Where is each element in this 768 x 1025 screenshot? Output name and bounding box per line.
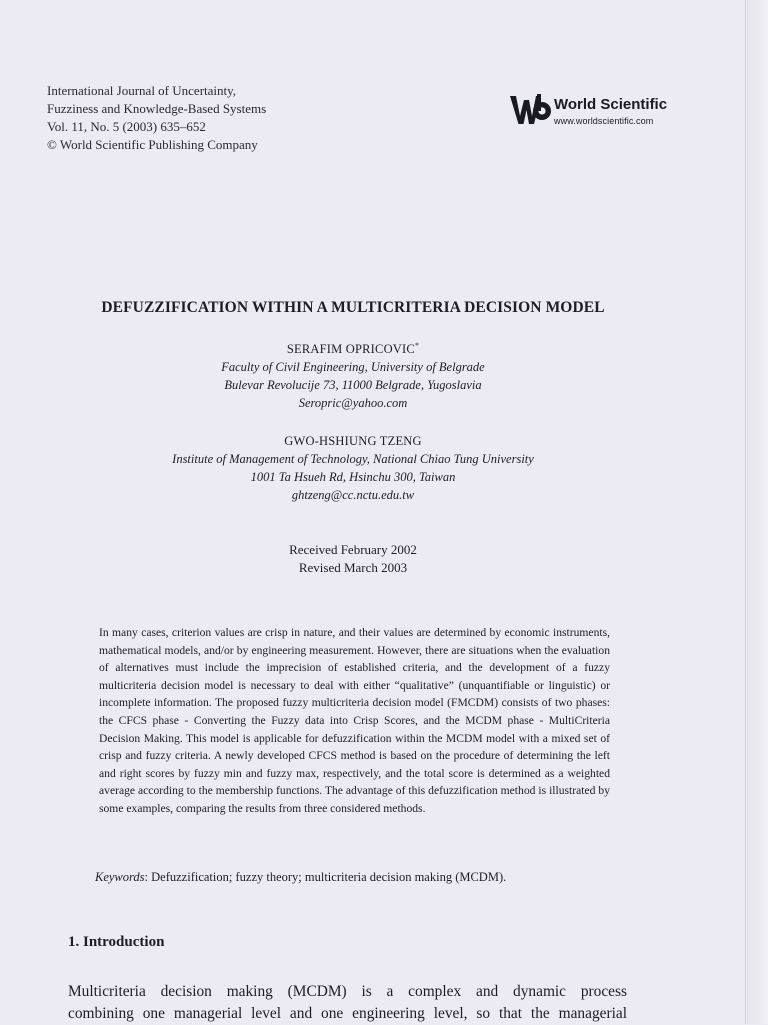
publisher-logo <box>508 90 678 130</box>
paper-title: DEFUZZIFICATION WITHIN A MULTICRITERIA DECISION MODEL <box>101 299 605 316</box>
author-name <box>0 340 706 358</box>
body-line: combining one managerial level and one engineering level, so that the managerial <box>68 1005 627 1022</box>
section-heading: 1. Introduction <box>68 934 165 950</box>
keywords-line <box>95 870 635 885</box>
author-email: ghtzeng@cc.nctu.edu.tw <box>291 488 415 502</box>
dates-block <box>0 541 706 577</box>
author-name: GWO-HSHIUNG TZENG <box>284 434 422 448</box>
publisher-name: World Scientific <box>554 96 668 113</box>
publisher-url: www.worldscientific.com <box>554 116 654 126</box>
journal-name-line2: Fuzziness and Knowledge-Based Systems <box>47 101 267 116</box>
world-scientific-logo-icon <box>508 90 552 128</box>
author-email: Seropric@yahoo.com <box>298 396 408 410</box>
author-address: Bulevar Revolucije 73, 11000 Belgrade, Yugoslavia <box>224 378 482 392</box>
page-edge <box>745 0 768 1024</box>
body-line: Multicriteria decision making (MCDM) is a complex and dynamic process <box>68 983 627 1000</box>
journal-info <box>47 82 266 154</box>
author-name-text: SERAFIM OPRICOVIC <box>286 342 415 356</box>
journal-name-line1: International Journal of Uncertainty, <box>47 83 237 98</box>
received-date: Received February 2002 <box>289 542 417 557</box>
author-affiliation: Faculty of Civil Engineering, University of Belgrade <box>221 360 485 374</box>
author-address: 1001 Ta Hsueh Rd, Hsinchu 300, Taiwan <box>250 470 456 484</box>
author-affiliation: Institute of Management of Technology, National Chiao Tung University <box>172 452 534 466</box>
author-block-2 <box>0 432 706 504</box>
body-paragraph <box>68 981 627 1025</box>
copyright: © World Scientific Publishing Company <box>47 137 258 152</box>
journal-volume: Vol. 11, No. 5 (2003) 635–652 <box>47 119 206 134</box>
abstract-text: In many cases, criterion values are crisp in nature, and their values are determined by economic instruments, mathematical models, and/or by engineering measurement. However, there are situations when the evaluation of alternatives must include the imprecision of established criteria, and the development of a fuzzy multicriteria decision model is necessary to deal with either “qualitative” (unquantifiable or linguistic) or incomplete information. The proposed fuzzy multicriteria decision model (FMCDM) consists of two phases: the CFCS phase - Converting the Fuzzy data into Crisp Scores, and the MCDM phase - MultiCriteria Decision Making. This model is applicable for defuzzification within the MCDM model with a mixed set of crisp and fuzzy criteria. A newly developed CFCS method is based on the procedure of determining the left and right scores by fuzzy min and fuzzy max, respectively, and the total score is determined as a weighted average according to the membership functions. The advantage of this defuzzification method is illustrated by some examples, comparing the results from three considered methods. <box>99 626 610 815</box>
revised-date: Revised March 2003 <box>298 560 408 575</box>
author-footnote-mark: * <box>414 341 420 350</box>
keywords-label: Keywords <box>95 870 145 884</box>
author-block-1 <box>0 340 706 412</box>
keywords-text: : Defuzzification; fuzzy theory; multicriteria decision making (MCDM). <box>144 870 507 884</box>
